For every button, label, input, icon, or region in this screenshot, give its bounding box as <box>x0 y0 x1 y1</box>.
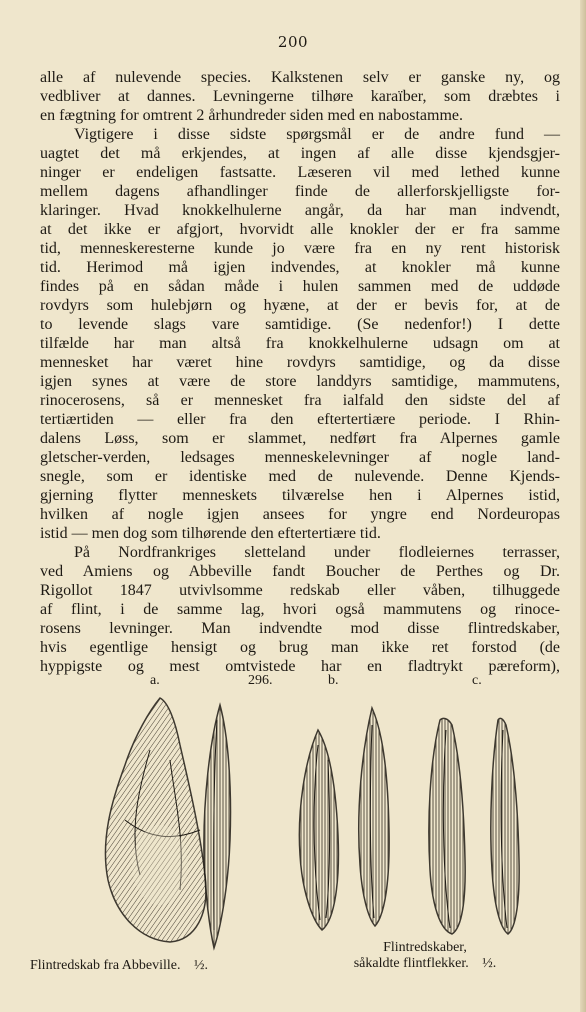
caption-right-line1: Flintredskaber, <box>383 940 467 955</box>
figure-label-c: c. <box>472 673 482 688</box>
text-line: rinocerosens, så er mennesket fra ialfald den sidste del af <box>40 392 560 409</box>
flint-blade-b2-drawing <box>359 708 389 926</box>
text-line: Vigtigere i disse sidste spørgsmål er de andre fund — <box>74 126 560 143</box>
text-line: tid, menneskeresterne kunde jo være fra en ny rent historisk <box>40 240 560 257</box>
text-line: gjerning flytter menneskets tilværelse hen i Alpernes istid, <box>40 487 560 504</box>
text-line: tid. Herimod må igjen indvendes, at knokler må kunne <box>40 259 560 276</box>
figure-label-a: a. <box>150 673 160 688</box>
text-line: gletscher-verden, ledsages menneskelevninger af nogle land- <box>40 449 560 466</box>
text-line: dalens Løss, som er slammet, nedført fra Alpernes gamle <box>40 430 560 447</box>
text-line: at det ikke er afgjort, hvorvidt alle knokler der er fra samme <box>40 221 560 238</box>
text-line: klaringer. Hvad knokkelhulerne angår, da har man indvendt, <box>40 202 560 219</box>
text-line: af flint, i de samme lag, hvori også mammutens og rinoce- <box>40 601 560 618</box>
caption-left-text: Flintredskab fra Abbeville. <box>30 958 181 973</box>
flint-tools-figure <box>0 690 586 952</box>
text-line: vedbliver at dannes. Levningerne tilhøre karaïber, som dræbtes i <box>40 88 560 105</box>
text-line: hvilken af nogle igjen ansees for yngre end Nordeuropas <box>40 506 560 523</box>
flint-flake-c1-drawing <box>429 718 465 934</box>
hand-axe-side-drawing <box>204 705 231 948</box>
text-line: Rigollot 1847 utvivlsomme redskab eller våben, tilhuggede <box>40 582 560 599</box>
caption-right-scale: ½. <box>482 956 497 971</box>
hand-axe-front-drawing <box>105 698 206 942</box>
text-line: rosens levninger. Man indvendte mod disse flintredskaber, <box>40 620 560 637</box>
caption-left-scale: ½. <box>193 958 208 973</box>
text-line: mellem dagens afhandlinger finde de allerforskjelligste for- <box>40 183 560 200</box>
text-line: alle af nulevende species. Kalkstenen selv er ganske ny, og <box>40 69 560 86</box>
flint-blade-b1-drawing <box>299 730 338 930</box>
text-line: mennesket har været hine rovdyrs samtidige, og da disse <box>40 354 560 371</box>
body-text <box>40 68 560 676</box>
text-line: hvis egentlige hensigt og brug man ikke ret forstod (de <box>40 639 560 656</box>
flint-flake-c2-drawing <box>491 718 519 934</box>
text-line: to levende slags vare samtidige. (Se nedenfor!) I dette <box>40 316 560 333</box>
text-line: På Nordfrankriges sletteland under flodleiernes terrasser, <box>74 544 560 561</box>
text-line: snegle, som er identiske med de nulevende. Denne Kjends- <box>40 468 560 485</box>
figure-label-b: b. <box>328 673 339 688</box>
figure-labels <box>0 673 586 691</box>
text-line: ninger er endeligen fastsatte. Læseren vil med lethed kunne <box>40 164 560 181</box>
text-line: hyppigste og mest omtvistede har en fladtrykt pæreform), <box>40 658 560 675</box>
text-line: ved Amiens og Abbeville fandt Boucher de Perthes og Dr. <box>40 563 560 580</box>
caption-right <box>325 940 525 972</box>
text-line: istid — men dog som tilhørende den eftertertiære tid. <box>40 525 381 542</box>
text-line: en fægtning for omtrent 2 århundreder siden med en nabostamme. <box>40 107 463 124</box>
figure-number: 296. <box>248 673 273 688</box>
caption-right-line2: såkaldte flintflekker. <box>353 956 469 971</box>
text-line: tilfælde har man altså fra knokkelhulerne udsagn om at <box>40 335 560 352</box>
page-number: 200 <box>277 33 309 51</box>
text-line: igjen synes at være de store landdyrs samtidige, mammutens, <box>40 373 560 390</box>
text-line: tertiærtiden — eller fra den eftertertiære periode. I Rhin- <box>40 411 560 428</box>
text-line: findes på en sådan måde i hulen sammen med de uddøde <box>40 278 560 295</box>
text-line: rovdyrs som hulebjørn og hyæne, at der er bevis for, at de <box>40 297 560 314</box>
caption-left <box>30 958 260 974</box>
text-line: uagtet det må erkjendes, at ingen af alle disse kjendsgjer- <box>40 145 560 162</box>
